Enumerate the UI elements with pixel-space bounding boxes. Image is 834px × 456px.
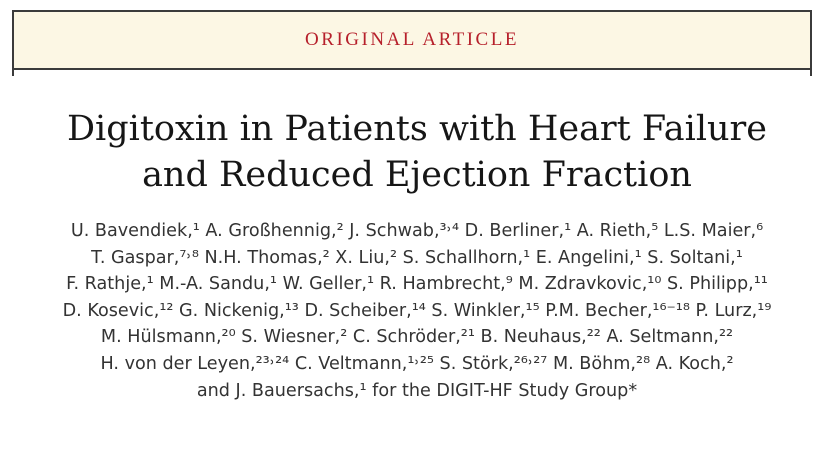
author-line: U. Bavendiek,¹ A. Großhennig,² J. Schwab,³˒⁴ D. Berliner,¹ A. Rieth,⁵ L.S. Maier,⁶ bbox=[70, 221, 764, 241]
article-title-line-2: and Reduced Ejection Fraction bbox=[142, 155, 692, 195]
author-list bbox=[0, 218, 834, 404]
author-line: H. von der Leyen,²³˒²⁴ C. Veltmann,¹˒²⁵ S. Störk,²⁶˒²⁷ M. Böhm,²⁸ A. Koch,² bbox=[100, 353, 734, 374]
article-title bbox=[0, 106, 834, 198]
banner-rule-left bbox=[12, 70, 14, 76]
author-line: D. Kosevic,¹² G. Nickenig,¹³ D. Scheiber,¹⁴ S. Winkler,¹⁵ P.M. Becher,¹⁶⁻¹⁸ P. Lurz,¹⁹ bbox=[62, 300, 772, 321]
banner-rule-right bbox=[810, 70, 812, 76]
article-type-label: ORIGINAL ARTICLE bbox=[305, 29, 519, 50]
author-line: F. Rathje,¹ M.-A. Sandu,¹ W. Geller,¹ R. Hambrecht,⁹ M. Zdravkovic,¹⁰ S. Philipp,¹¹ bbox=[66, 274, 768, 295]
author-line: and J. Bauersachs,¹ for the DIGIT-HF Study Group* bbox=[196, 380, 638, 401]
author-line: M. Hülsmann,²⁰ S. Wiesner,² C. Schröder,²¹ B. Neuhaus,²² A. Seltmann,²² bbox=[100, 327, 734, 348]
article-title-line-1: Digitoxin in Patients with Heart Failure bbox=[66, 109, 768, 149]
author-line: T. Gaspar,⁷˒⁸ N.H. Thomas,² X. Liu,² S. Schallhorn,¹ E. Angelini,¹ S. Soltani,¹ bbox=[91, 247, 743, 268]
article-type-banner bbox=[12, 10, 812, 70]
